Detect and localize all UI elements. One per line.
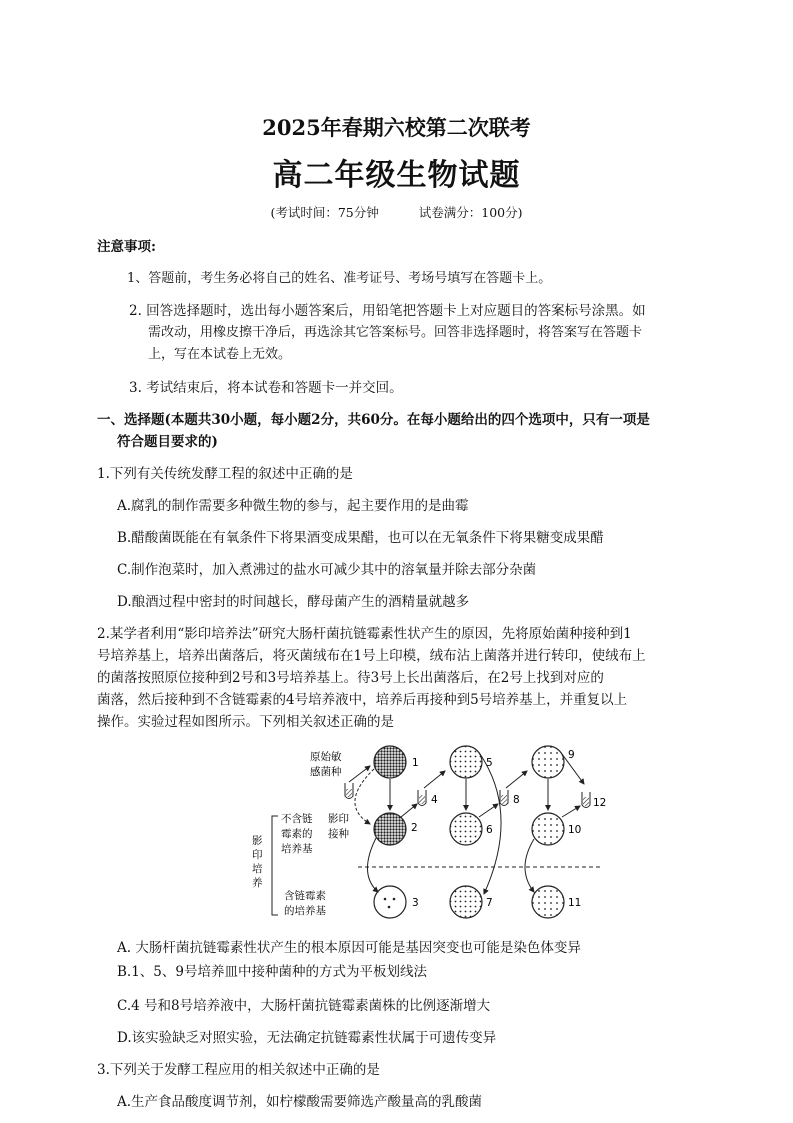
plate-1 <box>374 746 406 778</box>
label-original-strain-2: 感菌种 <box>310 766 342 778</box>
notice-item-2-line-2: 需改动，用橡皮擦干净后，再选涂其它答案标号。回答非选择题时，将答案写在答题卡 <box>148 325 643 340</box>
label-7: 7 <box>486 897 493 909</box>
label-10: 10 <box>568 824 582 836</box>
question-1-option-a: A.腐乳的制作需要多种微生物的参与，起主要作用的是曲霉 <box>117 498 469 514</box>
question-2-stem-line-3: 的菌落按照原位接种到2号和3号培养基上。待3号上长出菌落后，在2号上找到对应的 <box>97 670 604 686</box>
notice-item-2-line-3: 上，写在本试卷上无效。 <box>148 347 292 362</box>
question-2-stem-line-2: 号培养基上，培养出菌落后，将灭菌绒布在1号上印模，绒布沾上菌落并进行转印，使绒布上 <box>97 648 646 664</box>
label-12: 12 <box>593 797 607 809</box>
question-2-option-c: C.4 号和8号培养液中，大肠杆菌抗链霉素菌株的比例逐渐增大 <box>117 998 491 1014</box>
question-2-stem-line-4: 菌落，然后接种到不含链霉素的4号培养液中，培养后再接种到5号培养基上，并重复以上 <box>97 692 628 708</box>
bracket-line <box>272 816 278 915</box>
arrow-10-to-11 <box>525 839 534 892</box>
question-1-option-c: C.制作泡菜时，加入煮沸过的盐水可减少其中的溶氧量并除去部分杂菌 <box>117 562 537 578</box>
question-1-option-b: B.醋酸菌既能在有氧条件下将果酒变成果醋，也可以在无氧条件下将果糖变成果醋 <box>117 530 604 546</box>
label-with-strep-1: 含链霉素 <box>284 890 326 902</box>
plate-6 <box>450 813 482 845</box>
plate-9 <box>532 746 564 778</box>
question-3-stem: 3.下列关于发酵工程应用的相关叙述中正确的是 <box>97 1062 380 1078</box>
tube-original-fill <box>346 789 352 797</box>
exam-info <box>0 203 793 221</box>
arrow-6-to-8 <box>479 804 498 817</box>
question-2-option-a: A. 大肠杆菌抗链霉素性状产生的根本原因可能是基因突变也可能是染色体变异 <box>117 940 581 956</box>
label-replica-v-2: 印 <box>252 849 263 861</box>
label-replica-1: 影印 <box>328 813 349 825</box>
replica-plating-diagram <box>248 744 608 922</box>
label-2: 2 <box>411 822 418 834</box>
plate-11 <box>532 886 564 918</box>
label-11: 11 <box>568 897 582 909</box>
question-2-option-b: B.1、5、9号培养皿中接种菌种的方式为平板划线法 <box>117 964 427 980</box>
label-with-strep-2: 的培养基 <box>284 905 326 917</box>
label-4: 4 <box>431 794 438 806</box>
arrow-4-to-5 <box>424 771 445 788</box>
plate-7 <box>450 886 482 918</box>
notice-item-2-line-1: 2. 回答选择题时，选出每小题答案后，用铅笔把答题卡上对应题目的答案标号涂黑。如 <box>129 303 646 319</box>
label-replica-2: 接种 <box>328 828 349 840</box>
notice-item-3: 3. 考试结束后，将本试卷和答题卡一并交回。 <box>129 380 403 396</box>
label-replica-v-4: 养 <box>252 877 263 889</box>
arrow-2-to-3 <box>367 838 378 892</box>
question-3-option-a: A.生产食品酸度调节剂，如柠檬酸需要筛选产酸量高的乳酸菌 <box>117 1094 483 1110</box>
label-8: 8 <box>513 794 520 806</box>
question-2-stem-line-1: 2.某学者利用“影印培养法”研究大肠杆菌抗链霉素性状产生的原因，先将原始菌种接种到1 <box>97 626 632 642</box>
exam-score: 试卷满分：100分) <box>418 205 523 220</box>
label-original-strain-1: 原始敏 <box>310 751 342 763</box>
question-1-option-d: D.酿酒过程中密封的时间越长，酵母菌产生的酒精量就越多 <box>117 594 470 610</box>
exam-title: 高二年级生物试题 <box>272 158 521 193</box>
arrow-replica <box>355 769 374 824</box>
label-replica-v-3: 培 <box>252 863 263 875</box>
notice-item-1: 1、答题前，考生务必将自己的姓名、准考证号、考场号填写在答题卡上。 <box>127 271 552 286</box>
notice-title: 注意事项: <box>97 239 156 255</box>
label-no-strep-3: 培养基 <box>281 843 313 855</box>
section-heading-line-1: 一、选择题(本题共30小题，每小题2分，共60分。在每小题给出的四个选项中，只有一项是 <box>97 412 650 428</box>
plate-2 <box>374 813 406 845</box>
exam-time: (考试时间：75分钟 <box>270 205 379 220</box>
question-2-option-d: D.该实验缺乏对照实验，无法确定抗链霉素性状属于可遗传变异 <box>117 1030 497 1046</box>
arrow-10-to-12 <box>562 806 580 817</box>
label-6: 6 <box>486 824 493 836</box>
label-1: 1 <box>412 757 419 769</box>
question-1-stem: 1.下列有关传统发酵工程的叙述中正确的是 <box>97 466 353 482</box>
label-9: 9 <box>568 749 575 761</box>
section-heading-line-2: 符合题目要求的) <box>117 434 218 450</box>
arrow-2-to-4 <box>401 804 417 817</box>
plate-3 <box>374 886 406 918</box>
plate-10 <box>532 813 564 845</box>
label-5: 5 <box>486 757 493 769</box>
label-3: 3 <box>412 897 419 909</box>
label-no-strep-2: 霉素的 <box>281 828 313 840</box>
question-2-stem-line-5: 操作。实验过程如图所示。下列相关叙述正确的是 <box>97 714 394 730</box>
exam-name: 2025年春期六校第二次联考 <box>262 115 531 140</box>
label-replica-v-1: 影 <box>252 835 263 847</box>
arrow-tube-to-1 <box>349 766 370 782</box>
label-no-strep-1: 不含链 <box>281 813 313 825</box>
plate-5 <box>450 746 482 778</box>
arrow-8-to-9 <box>506 771 527 788</box>
